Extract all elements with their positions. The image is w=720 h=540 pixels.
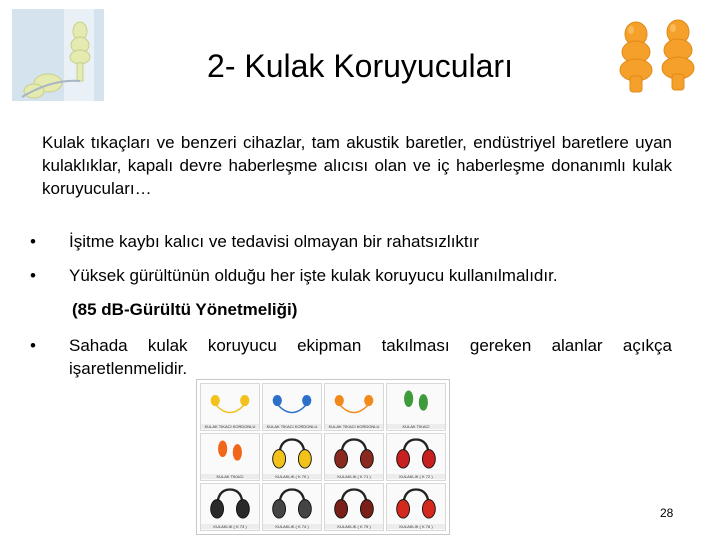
product-caption: KULAKLIK ( K 74 ) [263,524,321,529]
product-cell [262,483,322,531]
product-caption: KULAKLIK ( K 76 ) [387,524,445,529]
bullet-marker: • [30,232,36,251]
earplug-icon [201,384,259,421]
product-cell [262,383,322,431]
bullet-item-mark-areas: Sahada kulak koruyucu ekipman takılması gereken alanlar açıkça işaretlenmelidir. [69,336,672,378]
product-cell [324,433,384,481]
earmuff-icon [263,434,321,471]
page-title: 2- Kulak Koruyucuları [207,48,513,84]
product-caption: KULAKLIK ( K 72 ) [387,474,445,479]
product-cell [324,383,384,431]
earmuff-icon [387,484,445,521]
bullet-marker: • [30,266,36,285]
product-caption: KULAKLIK ( K 75 ) [325,524,383,529]
bullet-item-wear-protection: Yüksek gürültünün olduğu her işte kulak koruyucu kullanılmalıdır. [69,266,558,285]
product-caption: KULAKLIK ( K 73 ) [201,524,259,529]
product-caption: KULAK TIKACI KORDONLU [325,424,383,429]
earplug-icon [387,384,445,421]
bullet-marker: • [30,336,36,355]
product-caption: KULAKLIK ( K 70 ) [263,474,321,479]
bullet-item-permanent-loss: İşitme kaybı kalıcı ve tedavisi olmayan bir rahatsızlıktır [69,232,480,251]
ear-protector-catalog [196,379,450,535]
product-caption: KULAK TIKACI [387,424,445,429]
product-caption: KULAK TIKACI KORDONLU [201,424,259,429]
earmuff-icon [201,484,259,521]
earplug-icon [263,384,321,421]
earplug-photo-right [604,14,704,100]
product-cell [386,433,446,481]
page-number: 28 [660,506,674,520]
product-cell [262,433,322,481]
intro-paragraph: Kulak tıkaçları ve benzeri cihazlar, tam akustik baretler, endüstriyel baretlere uyan kulaklıklar, kapalı devre haberleşme alıcısı olan ve iç haberleşme donanımlı kulak koruyucuları… [42,133,672,198]
earplug-icon [325,384,383,421]
product-cell [386,483,446,531]
product-cell [200,383,260,431]
product-caption: KULAK TIKACI KORDONLU [263,424,321,429]
product-caption: KULAK TIKACI [201,474,259,479]
product-caption: KULAKLIK ( K 71 ) [325,474,383,479]
earmuff-icon [387,434,445,471]
earmuff-icon [325,434,383,471]
product-cell [200,433,260,481]
product-cell [324,483,384,531]
product-cell [200,483,260,531]
earplug-icon [201,434,259,471]
earmuff-icon [325,484,383,521]
product-cell [386,383,446,431]
earplug-photo-left [12,9,104,101]
regulation-note: (85 dB-Gürültü Yönetmeliği) [72,300,298,319]
earmuff-icon [263,484,321,521]
